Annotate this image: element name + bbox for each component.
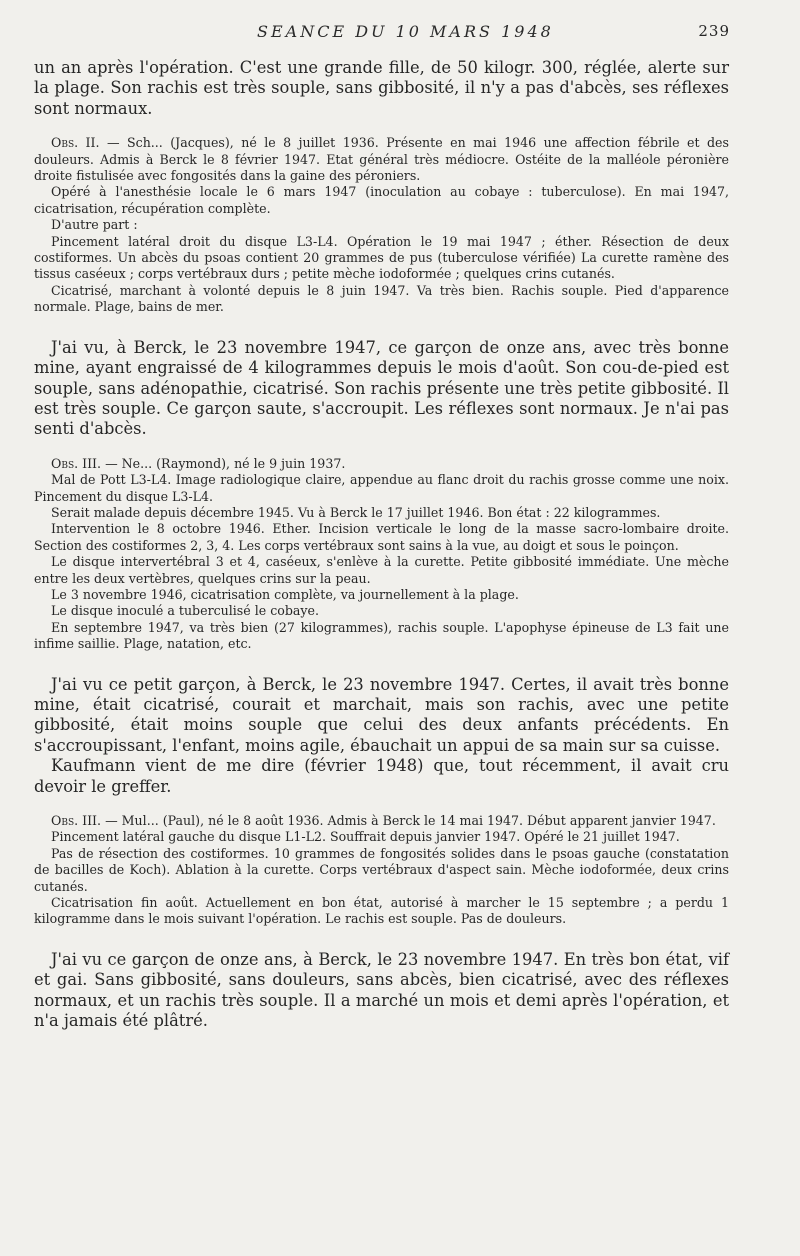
obs-paragraph: En septembre 1947, va très bien (27 kilogrammes), rachis souple. L'apophyse épineuse de L3 fait une infime saillie. Plage, natation, etc.	[34, 619, 729, 652]
obs-paragraph: Mal de Pott L3-L4. Image radiologique claire, appendue au flanc droit du rachis grosse comme une noix. Pincement du disque L3-L4.	[34, 472, 729, 504]
obs-paragraph: Pincement latéral droit du disque L3-L4. Opération le 19 mai 1947 ; éther. Résection de deux costiformes. Un abcès du psoas contient 20 grammes de pus (tuberculose vérifiée) La curette ramène des tissus caséeux ; corps vertébraux durs ; petite mèche iodoformée ; quelques crins cutanés.	[34, 233, 729, 282]
obs-paragraph: Serait malade depuis décembre 1945. Vu à Berck le 17 juillet 1946. Bon état : 22 kilogrammes.	[51, 504, 661, 520]
obs-paragraph: Le 3 novembre 1946, cicatrisation complète, va journellement à la plage.	[51, 586, 519, 602]
obs-paragraph: Pas de résection des costiformes. 10 grammes de fongosités solides dans le psoas gauche (constatation de bacilles de Koch). Ablation à la curette. Corps vertébraux d'aspect sain. Mèche iodoformée, deux crins cutanés.	[34, 845, 729, 894]
obs-paragraph: Le disque inoculé a tuberculisé le cobaye.	[51, 603, 319, 619]
obs-paragraph: Cicatrisé, marchant à volonté depuis le 8 juin 1947. Va très bien. Rachis souple. Pied d'apparence normale. Plage, bains de mer.	[34, 282, 729, 315]
obs-label: Obs. III.	[51, 813, 102, 829]
running-head: SEANCE DU 10 MARS 1948	[257, 22, 554, 41]
obs-paragraph: D'autre part :	[51, 217, 138, 233]
obs-paragraph: Intervention le 8 octobre 1946. Ether. Incision verticale le long de la masse sacro-lombaire droite. Section des costiformes 2, 3, 4. Les corps vertébraux sont sains à la vue, au doigt et sous le poinçon.	[34, 521, 729, 553]
observation-2	[34, 135, 729, 315]
commentary-paragraph: J'ai vu ce garçon de onze ans, à Berck, le 23 novembre 1947. En très bon état, vif et gai. Sans gibbosité, sans douleurs, sans abcès, bien cicatrisé, avec des réflexes normaux, et un rachis très souple. Il a marché un mois et demi après l'opération, et n'a jamais été plâtré.	[34, 949, 729, 1031]
obs-label: Obs. II.	[51, 135, 100, 151]
obs-paragraph: Opéré à l'anesthésie locale le 6 mars 1947 (inoculation au cobaye : tuberculose). En mai 1947, cicatrisation, récupération complète.	[34, 184, 729, 216]
observation-3a	[34, 456, 729, 653]
obs-label: Obs. III.	[51, 455, 102, 471]
obs-paragraph: Obs. II. — Sch... (Jacques), né le 8 juillet 1936. Présente en mai 1946 une affection fébrile et des douleurs. Admis à Berck le 8 février 1947. Etat général très médiocre. Ostéite de la malléole péronière droite fistulisée avec fongosités dans la gaine des péroniers.	[34, 135, 729, 184]
obs-paragraph: Le disque intervertébral 3 et 4, caséeux, s'enlève à la curette. Petite gibbosité immédiate. Une mèche entre les deux vertèbres, quelques crins sur la peau.	[34, 554, 729, 586]
paragraph-continuation: un an après l'opération. C'est une grande fille, de 50 kilogr. 300, réglée, alerte sur la plage. Son rachis est très souple, sans gibbosité, il n'y a pas d'abcès, ses réflexes sont normaux.	[34, 58, 729, 118]
page-header	[35, 22, 730, 46]
commentary-paragraph: Kaufmann vient de me dire (février 1948) que, tout récemment, il avait cru devoir le greffer.	[34, 756, 729, 796]
observation-3b	[34, 813, 729, 928]
commentary-paragraph: J'ai vu, à Berck, le 23 novembre 1947, ce garçon de onze ans, avec très bonne mine, ayant engraissé de 4 kilogrammes depuis le mois d'août. Son cou-de-pied est souple, sans adénopathie, cicatrisé. Son rachis présente une très petite gibbosité. Il est très souple. Ce garçon saute, s'accroupit. Les réflexes sont normaux. Je n'ai pas senti d'abcès.	[34, 337, 729, 439]
obs-paragraph: Obs. III. — Mul... (Paul), né le 8 août 1936. Admis à Berck le 14 mai 1947. Début apparent janvier 1947.	[51, 813, 716, 829]
page-number: 239	[698, 22, 730, 40]
obs-paragraph: Obs. III. — Ne... (Raymond), né le 9 juin 1937.	[51, 455, 346, 471]
page-body	[34, 58, 729, 1032]
obs-paragraph: Cicatrisation fin août. Actuellement en bon état, autorisé à marcher le 15 septembre ; a perdu 1 kilogramme dans le mois suivant l'opération. Le rachis est souple. Pas de douleurs.	[34, 895, 729, 927]
commentary-paragraph: J'ai vu ce petit garçon, à Berck, le 23 novembre 1947. Certes, il avait très bonne mine, était cicatrisé, courait et marchait, mais son rachis, avec une petite gibbosité, était moins souple que celui des deux anfants précédents. En s'accroupissant, l'enfant, moins agile, ébauchait un appui de sa main sur sa cuisse.	[34, 674, 729, 755]
obs-paragraph: Pincement latéral gauche du disque L1-L2. Souffrait depuis janvier 1947. Opéré le 21 juillet 1947.	[51, 829, 680, 845]
